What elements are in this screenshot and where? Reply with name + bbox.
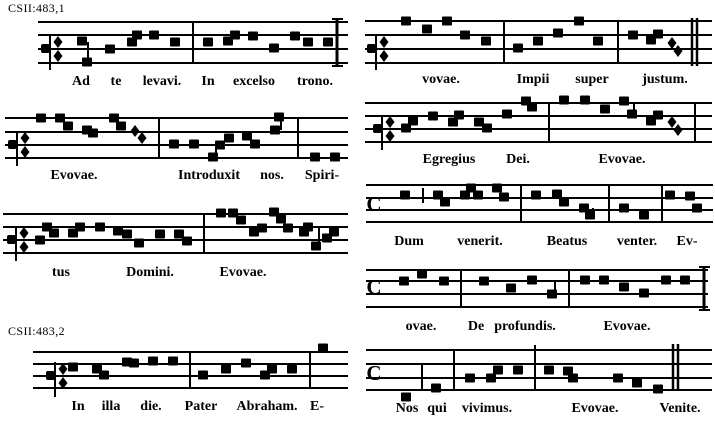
lyric-word: Egregius: [422, 152, 476, 167]
square-note: [241, 359, 251, 368]
lyric-word: illa: [101, 399, 121, 414]
lyric-word: Abraham.: [236, 399, 298, 414]
diamond-note: [674, 124, 683, 136]
square-note: [283, 224, 293, 233]
square-note: [216, 209, 226, 218]
lyric-word: venter.: [616, 234, 658, 249]
square-note: [653, 111, 663, 120]
square-note: [198, 371, 208, 380]
square-note: [473, 191, 483, 200]
lyric-word: venerit.: [457, 234, 503, 249]
lyric-word: ovae.: [405, 319, 437, 334]
square-note: [189, 140, 199, 149]
square-note: [122, 230, 132, 239]
square-note: [613, 374, 623, 383]
lyric-word: Evovae.: [219, 265, 267, 280]
section-label-2: CSII:483,2: [8, 324, 66, 338]
square-note: [105, 45, 115, 54]
square-note: [692, 204, 702, 213]
square-note: [132, 31, 142, 40]
lyric-word: justum.: [642, 72, 688, 87]
square-note: [230, 31, 240, 40]
diamond-note: [54, 36, 63, 48]
c-clef-icon: C: [366, 361, 382, 385]
square-note: [269, 44, 279, 53]
square-note: [116, 122, 126, 131]
square-note: [399, 277, 409, 286]
square-note: [544, 366, 554, 375]
square-note: [493, 366, 503, 375]
diamond-note: [54, 50, 63, 62]
square-note: [599, 276, 609, 285]
square-note: [440, 198, 450, 207]
diamond-note: [20, 227, 29, 239]
square-note: [276, 215, 286, 224]
square-note: [619, 97, 629, 106]
square-note: [77, 37, 87, 46]
diamond-note: [668, 116, 677, 128]
diamond-note: [21, 132, 30, 144]
lyric-word: E-: [310, 399, 324, 414]
square-note: [527, 103, 537, 112]
lyric-word: Evovae.: [50, 168, 98, 183]
square-note: [75, 223, 85, 232]
square-note: [661, 276, 671, 285]
lyric-word: Ev-: [676, 234, 698, 249]
square-note: [113, 227, 123, 236]
square-note: [36, 114, 46, 123]
square-note: [502, 110, 512, 119]
square-note: [533, 37, 543, 46]
square-note: [593, 37, 603, 46]
square-note: [401, 17, 411, 26]
neume-clef-icon: [8, 140, 17, 149]
square-note: [149, 31, 159, 40]
square-note: [408, 117, 418, 126]
lyric-word: te: [110, 74, 122, 89]
square-note: [486, 374, 496, 383]
square-note: [224, 134, 234, 143]
square-note: [639, 289, 649, 298]
square-note: [639, 211, 649, 220]
lyric-word: super: [575, 72, 609, 87]
lyric-word: die.: [140, 399, 162, 414]
lyric-word: Domini.: [126, 265, 174, 280]
diamond-note: [21, 146, 30, 158]
square-note: [49, 229, 59, 238]
square-note: [68, 363, 78, 372]
square-note: [574, 17, 584, 26]
square-note: [568, 374, 578, 383]
square-note: [303, 223, 313, 232]
neume-clef-icon: [373, 124, 382, 133]
square-note: [318, 344, 328, 353]
square-note: [129, 359, 139, 368]
diamond-note: [674, 45, 683, 57]
square-note: [169, 140, 179, 149]
square-note: [632, 379, 642, 388]
square-note: [134, 239, 144, 248]
square-note: [492, 184, 502, 193]
square-note: [431, 384, 441, 393]
lyric-word: vovae.: [422, 72, 460, 87]
lyric-word: Impii: [516, 72, 550, 87]
lyric-word: Evovae.: [603, 319, 651, 334]
square-note: [221, 365, 231, 374]
square-note: [310, 153, 320, 162]
diamond-note: [131, 125, 140, 137]
square-note: [559, 198, 569, 207]
lyric-word: Pater: [184, 399, 218, 414]
square-note: [628, 31, 638, 40]
square-note: [600, 105, 610, 114]
square-note: [460, 31, 470, 40]
square-note: [442, 17, 452, 26]
square-note: [665, 191, 675, 200]
square-note: [506, 284, 516, 293]
square-note: [236, 216, 246, 225]
diamond-note: [380, 50, 389, 62]
square-note: [329, 228, 339, 237]
section-label-1: CSII:483,1: [8, 1, 66, 15]
lyric-word: Nos: [395, 401, 419, 416]
square-note: [290, 32, 300, 41]
square-note: [303, 38, 313, 47]
lyric-word: In: [71, 399, 85, 414]
lyric-word: nos.: [260, 168, 284, 183]
lyric-word: vivimus.: [461, 401, 513, 416]
lyric-word: qui: [427, 401, 447, 416]
square-note: [88, 129, 98, 138]
neume-clef-icon: [367, 44, 376, 53]
square-note: [552, 190, 562, 199]
square-note: [417, 270, 427, 279]
square-note: [680, 276, 690, 285]
square-note: [148, 357, 158, 366]
square-note: [242, 132, 252, 141]
square-note: [428, 112, 438, 121]
lyric-word: De: [467, 319, 485, 334]
square-note: [248, 32, 258, 41]
lyric-word: Dei.: [506, 152, 530, 167]
square-note: [250, 140, 260, 149]
diamond-note: [386, 116, 395, 128]
neume-clef-icon: [46, 371, 55, 380]
square-note: [619, 283, 629, 292]
square-note: [203, 38, 213, 47]
square-note: [685, 192, 695, 201]
square-note: [653, 30, 663, 39]
square-note: [499, 193, 509, 202]
square-note: [454, 111, 464, 120]
square-note: [627, 110, 637, 119]
square-note: [330, 153, 340, 162]
lyric-word: tus: [52, 265, 70, 280]
c-clef-icon: C: [366, 192, 382, 216]
square-note: [400, 191, 410, 200]
diamond-note: [138, 132, 147, 144]
lyric-word: Ad: [72, 74, 90, 89]
lyric-word: Introduxit: [178, 168, 240, 183]
square-note: [465, 374, 475, 383]
square-note: [35, 236, 45, 245]
square-note: [257, 224, 267, 233]
lyric-word: Evovae.: [571, 401, 619, 416]
square-note: [323, 38, 333, 47]
square-note: [482, 124, 492, 133]
c-clef-icon: C: [366, 275, 382, 299]
square-note: [170, 38, 180, 47]
lyric-word: Beatus: [546, 234, 588, 249]
square-note: [653, 385, 663, 394]
square-note: [553, 29, 563, 38]
square-note: [155, 230, 165, 239]
square-note: [168, 357, 178, 366]
lyric-word: levavi.: [142, 74, 182, 89]
square-note: [439, 277, 449, 286]
lyric-word: Venite.: [659, 401, 701, 416]
square-note: [95, 223, 105, 232]
square-note: [513, 44, 523, 53]
square-note: [527, 276, 537, 285]
square-note: [182, 237, 192, 246]
square-note: [559, 96, 569, 105]
square-note: [531, 191, 541, 200]
square-note: [619, 204, 629, 213]
diamond-note: [386, 130, 395, 142]
diamond-note: [380, 36, 389, 48]
lyric-word: Dum: [394, 234, 424, 249]
square-note: [479, 277, 489, 286]
square-note: [109, 114, 119, 123]
square-note: [287, 365, 297, 374]
square-note: [513, 366, 523, 375]
square-note: [55, 114, 65, 123]
square-note: [267, 365, 277, 374]
lyric-word: trono.: [297, 74, 333, 89]
neume-clef-icon: [7, 235, 16, 244]
neume-clef-icon: [41, 44, 50, 53]
square-note: [274, 113, 284, 122]
lyric-word: profundis.: [494, 319, 556, 334]
square-note: [63, 122, 73, 131]
lyric-word: In: [201, 74, 215, 89]
square-note: [580, 276, 590, 285]
square-note: [270, 126, 280, 135]
lyric-word: Spiri-: [304, 168, 340, 183]
square-note: [580, 96, 590, 105]
square-note: [422, 25, 432, 34]
diamond-note: [20, 241, 29, 253]
diamond-note: [668, 37, 677, 49]
lyric-word: Evovae.: [598, 152, 646, 167]
square-note: [481, 37, 491, 46]
lyric-word: excelso: [233, 74, 275, 89]
square-note: [99, 371, 109, 380]
